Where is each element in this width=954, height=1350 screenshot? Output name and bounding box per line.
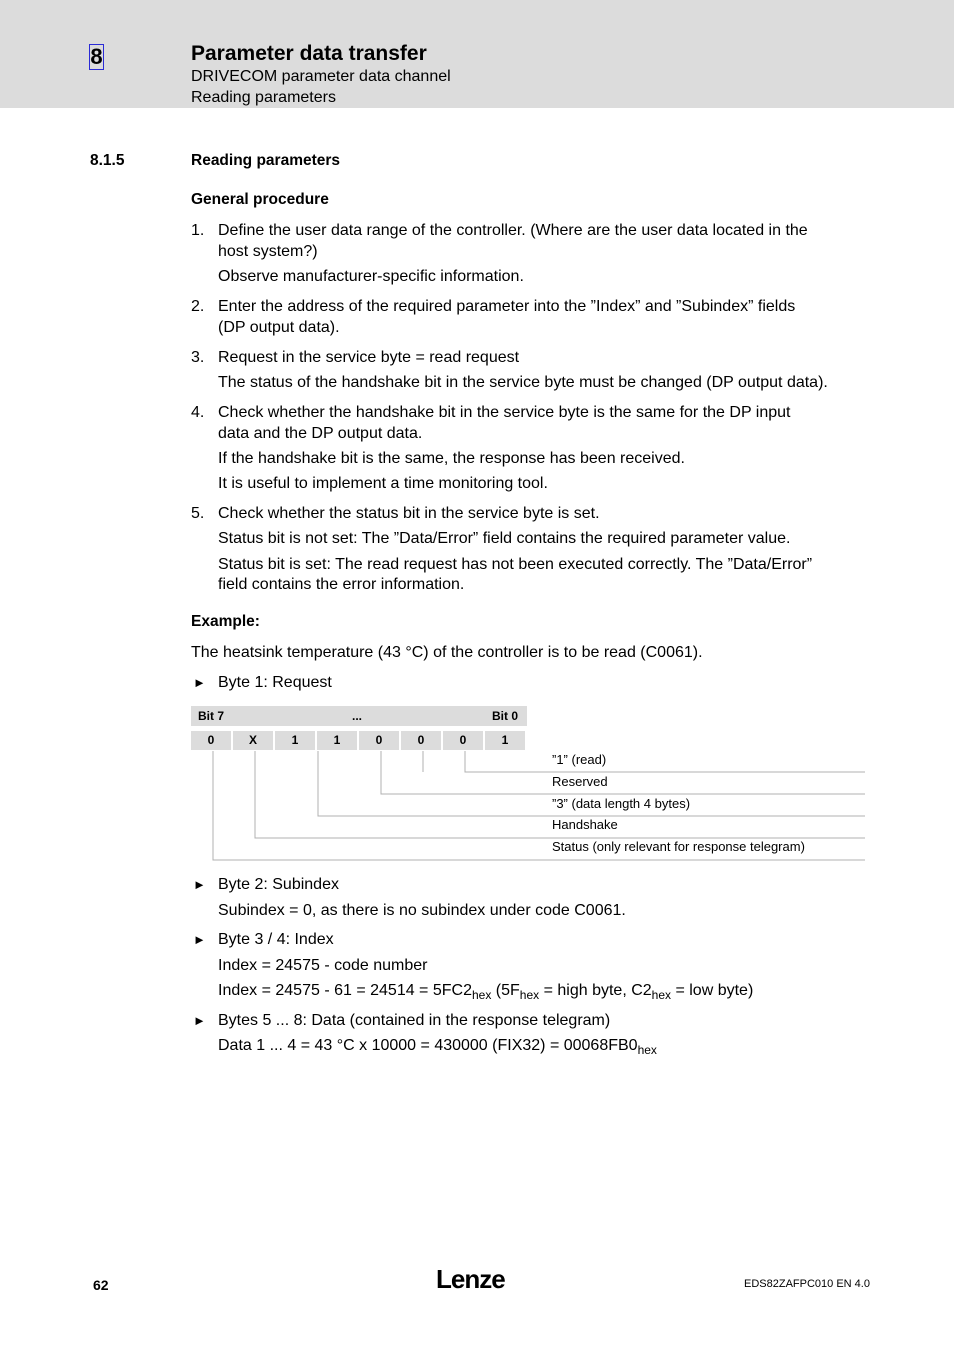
bit-cell: X xyxy=(233,731,273,750)
bit0-label: Bit 0 xyxy=(492,709,519,723)
bytes58-line xyxy=(218,1035,657,1056)
step-number: 2. xyxy=(191,298,205,315)
step-text: Request in the service byte = read request xyxy=(218,349,520,366)
step-text: The status of the handshake bit in the service byte must be changed (DP output data). xyxy=(218,374,828,391)
bullet-triangle-icon: ► xyxy=(193,877,206,892)
byte34-label: Byte 3 / 4: Index xyxy=(218,931,334,948)
step-text: Status bit is not set: The ”Data/Error” field contains the required parameter value. xyxy=(218,530,791,547)
bit-cell: 0 xyxy=(443,731,483,750)
bit-cell: 0 xyxy=(191,731,231,750)
field-label: ”1” (read) xyxy=(552,752,607,767)
chapter-number: 8 xyxy=(90,44,103,69)
text-part: (5F xyxy=(491,982,520,999)
step-number: 5. xyxy=(191,505,205,522)
field-label: Reserved xyxy=(552,774,608,789)
text-part: Index = 24575 - 61 = 24514 = 5FC2 xyxy=(218,982,472,999)
step-number: 4. xyxy=(191,404,205,421)
bullet-triangle-icon: ► xyxy=(193,675,206,690)
field-label: Status (only relevant for response telegram) xyxy=(552,839,805,854)
chapter-title: Parameter data transfer xyxy=(191,42,427,65)
byte1-label: Byte 1: Request xyxy=(218,674,332,691)
byte2-label: Byte 2: Subindex xyxy=(218,876,339,893)
bit-ellipsis: ... xyxy=(352,709,363,723)
step-number: 3. xyxy=(191,349,205,366)
chapter-subtitle: DRIVECOM parameter data channel xyxy=(191,68,451,85)
bit-cell: 1 xyxy=(485,731,525,750)
hex-subscript: hex xyxy=(651,988,672,1002)
text-part: = high byte, C2 xyxy=(539,982,652,999)
field-label: Handshake xyxy=(552,817,618,832)
example-intro: The heatsink temperature (43 °C) of the controller is to be read (C0061). xyxy=(191,644,703,661)
bit-cell: 0 xyxy=(401,731,441,750)
step-number: 1. xyxy=(191,222,205,239)
text-part: Data 1 ... 4 = 43 °C x 10000 = 430000 (FIX32) = 00068FB0 xyxy=(218,1037,638,1054)
bytes58-label: Bytes 5 ... 8: Data (contained in the response telegram) xyxy=(218,1012,611,1029)
step-text: Define the user data range of the controller. (Where are the user data located in the xyxy=(218,222,808,239)
step-text: field contains the error information. xyxy=(218,576,465,593)
field-label: ”3” (data length 4 bytes) xyxy=(552,796,691,811)
section-number: 8.1.5 xyxy=(90,152,125,169)
bit-cell: 1 xyxy=(275,731,315,750)
step-text: Check whether the handshake bit in the service byte is the same for the DP input xyxy=(218,404,791,421)
bit7-label: Bit 7 xyxy=(198,709,225,723)
chapter-subsubtitle: Reading parameters xyxy=(191,89,336,106)
step-text: data and the DP output data. xyxy=(218,425,423,442)
document-id: EDS82ZAFPC010 EN 4.0 xyxy=(744,1278,870,1290)
step-text: Observe manufacturer-specific information. xyxy=(218,268,524,285)
page-number: 62 xyxy=(93,1277,109,1293)
step-text: Check whether the status bit in the service byte is set. xyxy=(218,505,600,522)
step-text: (DP output data). xyxy=(218,319,340,336)
hex-subscript: hex xyxy=(637,1043,657,1057)
step-text: If the handshake bit is the same, the response has been received. xyxy=(218,450,685,467)
bullet-triangle-icon: ► xyxy=(193,932,206,947)
hex-subscript: hex xyxy=(471,988,492,1002)
step-text: It is useful to implement a time monitoring tool. xyxy=(218,475,548,492)
bit-cell: 0 xyxy=(359,731,399,750)
bullet-triangle-icon: ► xyxy=(193,1013,206,1028)
byte34-line1: Index = 24575 - code number xyxy=(218,957,428,974)
step-text: Enter the address of the required parameter into the ”Index” and ”Subindex” fields xyxy=(218,298,796,315)
byte2-text: Subindex = 0, as there is no subindex under code C0061. xyxy=(218,902,626,919)
lenze-logo: Lenze xyxy=(436,1264,505,1294)
byte34-line2 xyxy=(218,980,753,1001)
hex-subscript: hex xyxy=(519,988,540,1002)
general-procedure-heading: General procedure xyxy=(191,191,329,208)
bit-cell: 1 xyxy=(317,731,357,750)
section-title: Reading parameters xyxy=(191,152,341,169)
example-heading: Example: xyxy=(191,613,260,630)
step-text: host system?) xyxy=(218,243,318,260)
text-part: = low byte) xyxy=(671,982,754,999)
step-text: Status bit is set: The read request has not been executed correctly. The ”Data/Error” xyxy=(218,556,813,573)
